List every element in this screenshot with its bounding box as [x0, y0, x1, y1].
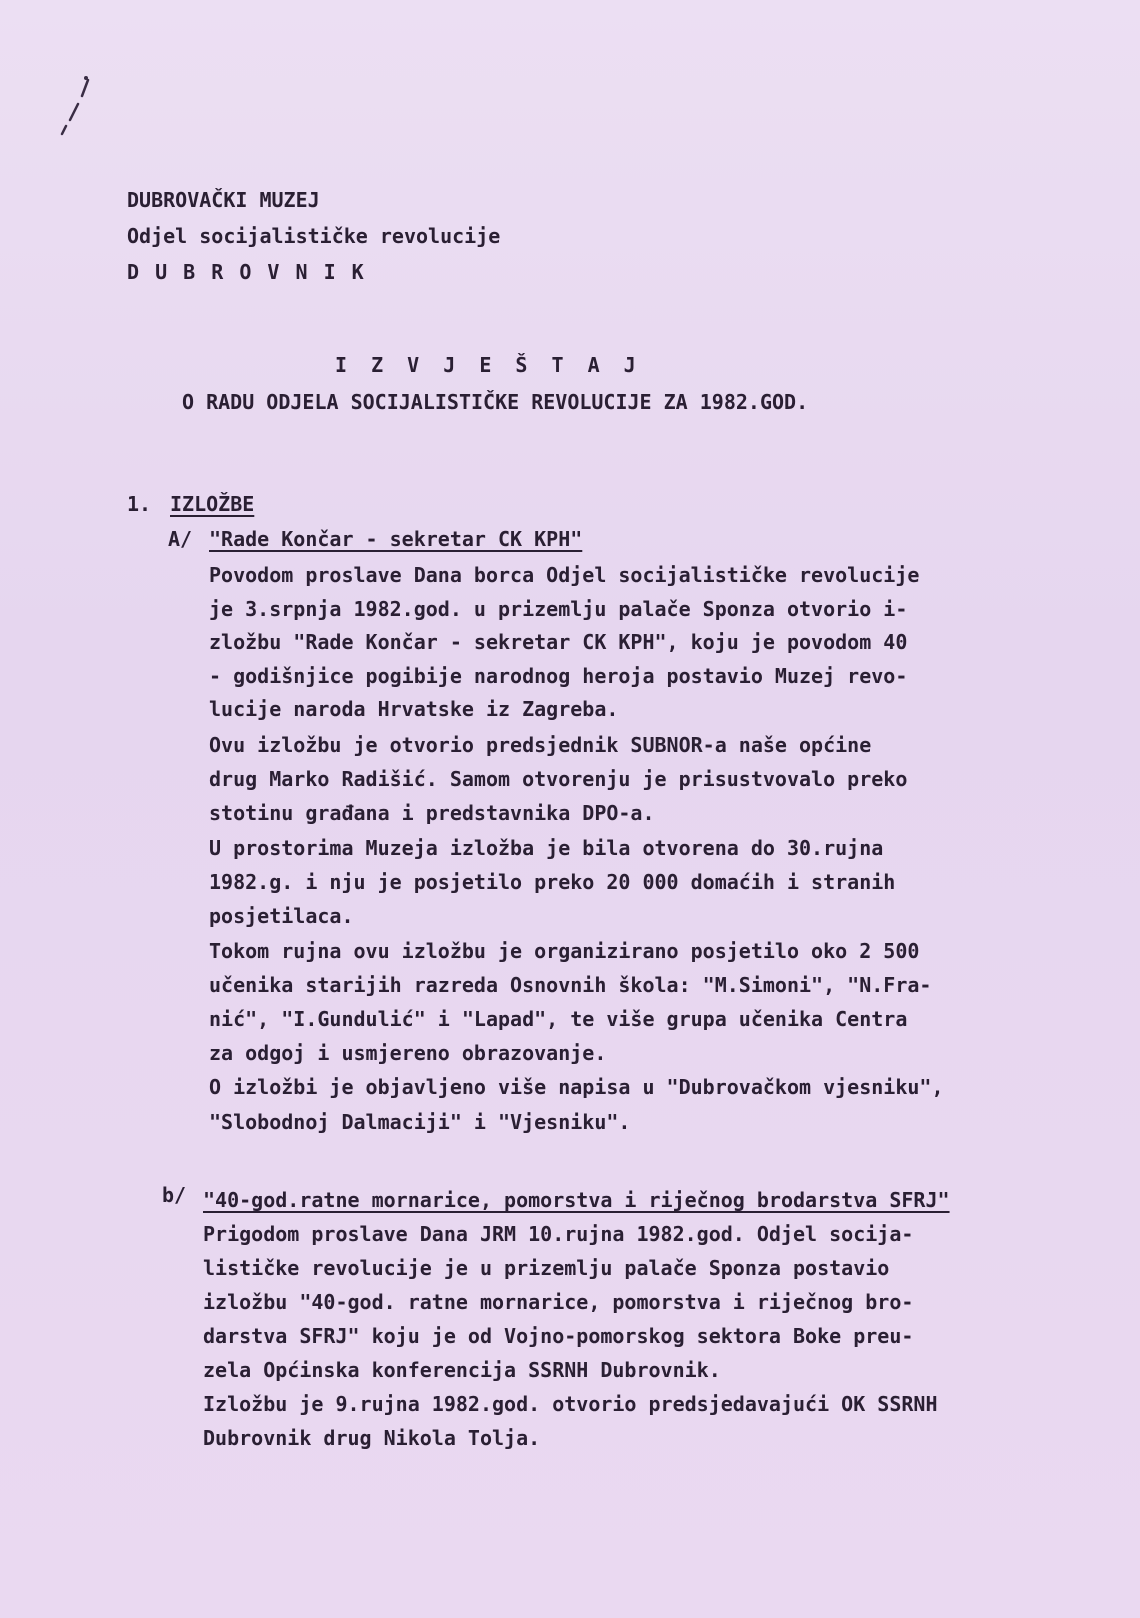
- report-title: I Z V J E Š T A J: [335, 353, 636, 377]
- item-a-marker: A/: [168, 527, 193, 551]
- section-heading: IZLOŽBE: [170, 492, 255, 516]
- item-a-title: "Rade Končar - sekretar CK KPH": [209, 527, 583, 551]
- pen-mark: [48, 74, 108, 144]
- report-subtitle: O RADU ODJELA SOCIJALISTIČKE REVOLUCIJE ZA 1982.GOD.: [182, 390, 809, 414]
- item-b-line: izložbu "40-god. ratne mornarice, pomorstva i riječnog bro-: [203, 1290, 914, 1314]
- item-b-line: zela Općinska konferencija SSRNH Dubrovnik.: [203, 1358, 721, 1382]
- item-a-line: zložbu "Rade Končar - sekretar CK KPH", koju je povodom 40: [209, 630, 908, 654]
- item-a-line: stotinu građana i predstavnika DPO-a.: [209, 801, 655, 825]
- item-b-marker: b/: [162, 1183, 187, 1207]
- item-a-line: lucije naroda Hrvatske iz Zagreba.: [209, 697, 619, 721]
- item-b-line: darstva SFRJ" koju je od Vojno-pomorskog sektora Boke preu-: [203, 1324, 914, 1348]
- item-b-line: Dubrovnik drug Nikola Tolja.: [203, 1426, 541, 1450]
- item-a-line: učenika starijih razreda Osnovnih škola: "M.Simoni", "N.Fra-: [209, 973, 932, 997]
- item-a-line: 1982.g. i nju je posjetilo preko 20 000 domaćih i stranih: [209, 870, 896, 894]
- city-name: D U B R O V N I K: [127, 260, 364, 284]
- item-a-line: Ovu izložbu je otvorio predsjednik SUBNOR-a naše općine: [209, 733, 872, 757]
- museum-name: DUBROVAČKI MUZEJ: [127, 188, 320, 212]
- item-a-line: Tokom rujna ovu izložbu je organizirano posjetilo oko 2 500: [209, 939, 920, 963]
- item-b-line: Izložbu je 9.rujna 1982.god. otvorio predsjedavajući OK SSRNH: [203, 1392, 938, 1416]
- item-a-line: drug Marko Radišić. Samom otvorenju je prisustvovalo preko: [209, 767, 908, 791]
- item-a-line: - godišnjice pogibije narodnog heroja postavio Muzej revo-: [209, 664, 908, 688]
- item-a-line: posjetilaca.: [209, 904, 354, 928]
- item-a-line: za odgoj i usmjereno obrazovanje.: [209, 1041, 607, 1065]
- item-a-line: Povodom proslave Dana borca Odjel socijalističke revolucije: [209, 563, 920, 587]
- item-a-line: je 3.srpnja 1982.god. u prizemlju palače Sponza otvorio i-: [209, 597, 908, 621]
- item-a-line: O izložbi je objavljeno više napisa u "Dubrovačkom vjesniku",: [209, 1075, 944, 1099]
- section-number: 1.: [127, 492, 152, 516]
- item-b-line: Prigodom proslave Dana JRM 10.rujna 1982.god. Odjel socija-: [203, 1222, 914, 1246]
- department-name: Odjel socijalističke revolucije: [127, 224, 501, 248]
- item-b-title: "40-god.ratne mornarice, pomorstva i riječnog brodarstva SFRJ": [203, 1188, 950, 1212]
- item-b-line: lističke revolucije je u prizemlju palače Sponza postavio: [203, 1256, 890, 1280]
- item-a-line: U prostorima Muzeja izložba je bila otvorena do 30.rujna: [209, 836, 884, 860]
- item-a-line: nić", "I.Gundulić" i "Lapad", te više grupa učenika Centra: [209, 1007, 908, 1031]
- item-a-line: "Slobodnoj Dalmaciji" i "Vjesniku".: [209, 1110, 631, 1134]
